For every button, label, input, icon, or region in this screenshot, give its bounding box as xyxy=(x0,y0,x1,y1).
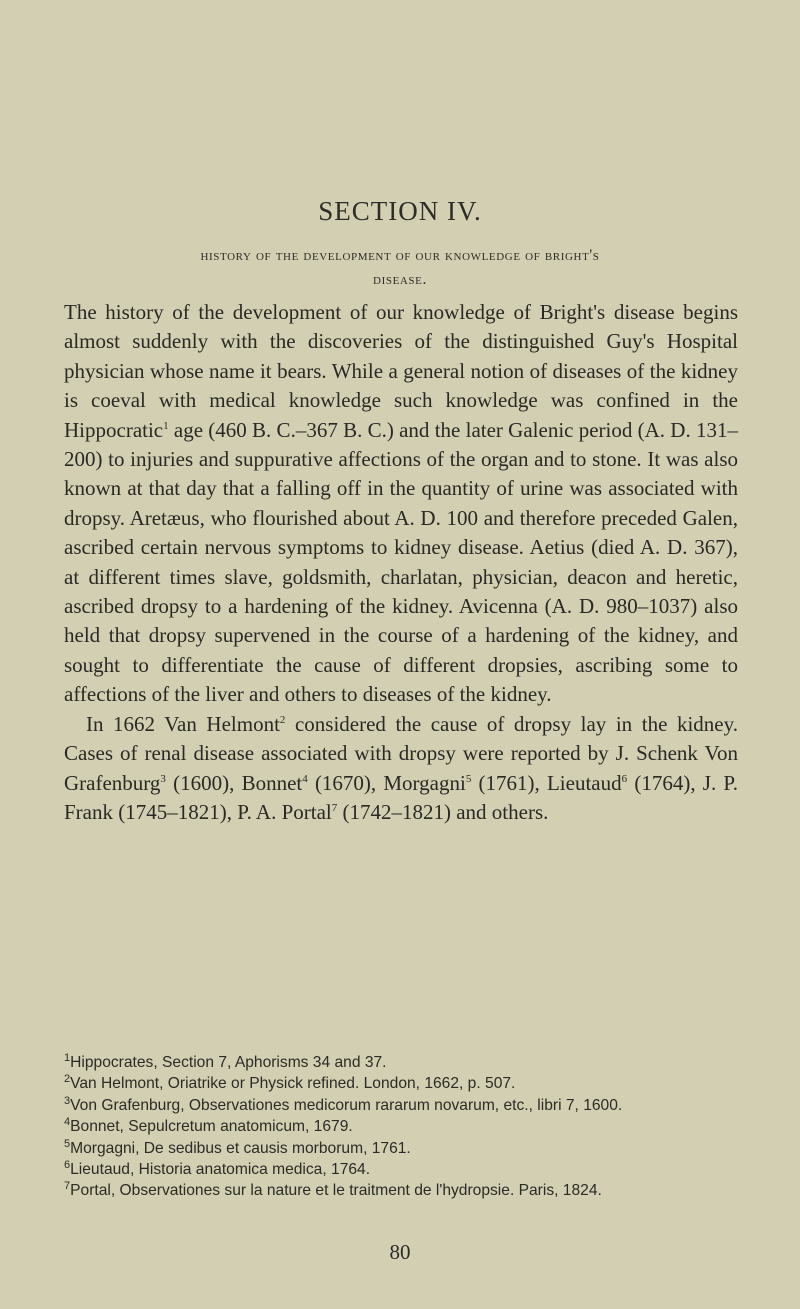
footnote-number: 1 xyxy=(64,1051,71,1064)
footnote xyxy=(64,1073,738,1094)
footnote-number: 7 xyxy=(64,1180,71,1193)
footnote-number: 2 xyxy=(64,1073,71,1086)
paragraph-2-text-c: (1600), Bonnet xyxy=(165,770,303,795)
body-text xyxy=(64,298,738,827)
footnote-text: Portal, Observationes sur la nature et le traitment de l'hydropsie. Paris, 1824. xyxy=(70,1182,602,1200)
section-title: SECTION IV. xyxy=(318,196,482,226)
footnote-ref-4: 4 xyxy=(302,772,308,785)
footnote-text: Morgagni, De sedibus et causis morborum, 1761. xyxy=(70,1139,411,1157)
footnote-text: Von Grafenburg, Observationes medicorum rararum novarum, etc., libri 7, 1600. xyxy=(70,1096,623,1114)
subtitle-line-2: disease. xyxy=(373,271,427,288)
paragraph-2 xyxy=(64,710,738,828)
footnote-ref-1: 1 xyxy=(163,419,169,432)
footnote-number: 3 xyxy=(64,1094,71,1107)
paragraph-2-text-f: (1764), J. P. Frank (1745–1821), P. A. Portal xyxy=(64,770,738,824)
chapter-subtitle xyxy=(100,244,700,292)
footnote-text: Bonnet, Sepulcretum anatomicum, 1679. xyxy=(70,1118,353,1136)
paragraph-2-text-b: considered the cause of dropsy lay in the kidney. Cases of renal disease associated with dropsy were reported by J. Schenk Von Grafenburg xyxy=(64,711,738,795)
footnotes xyxy=(64,1052,738,1202)
footnote-text: Lieutaud, Historia anatomica medica, 1764. xyxy=(70,1161,371,1179)
footnote-ref-2: 2 xyxy=(279,713,286,726)
footnote-ref-7: 7 xyxy=(331,801,338,814)
paragraph-2-text-a: In 1662 Van Helmont xyxy=(86,711,280,736)
paragraph-1-text-a: The history of the development of our knowledge of Bright's disease begins almost suddenly with the discoveries of the distinguished Guy's Hospital physician whose name it bears. While a general notion of diseases of the kidney is coeval with medical knowledge such knowledge was confined in the Hippocratic xyxy=(64,300,738,442)
paragraph-1 xyxy=(64,298,738,710)
footnote xyxy=(64,1180,738,1201)
footnote xyxy=(64,1052,738,1073)
footnote xyxy=(64,1116,738,1137)
subtitle-line-1: history of the development of our knowledge of bright's xyxy=(200,247,600,264)
footnote-number: 5 xyxy=(64,1137,71,1150)
footnote-number: 6 xyxy=(64,1158,71,1171)
footnote-ref-3: 3 xyxy=(160,772,166,785)
paragraph-2-text-g: (1742–1821) and others. xyxy=(337,799,549,824)
footnote-number: 4 xyxy=(64,1116,71,1129)
paragraph-2-text-d: (1670), Morgagni xyxy=(307,770,466,795)
paragraph-2-text-e: (1761), Lieutaud xyxy=(471,770,622,795)
page-number: 80 xyxy=(389,1240,411,1264)
footnote-text: Van Helmont, Oriatrike or Physick refined. London, 1662, p. 507. xyxy=(70,1075,516,1093)
footnote xyxy=(64,1159,738,1180)
footnote xyxy=(64,1138,738,1159)
footnote-ref-5: 5 xyxy=(465,772,472,785)
footnote-text: Hippocrates, Section 7, Aphorisms 34 and 37. xyxy=(70,1054,387,1071)
footnote xyxy=(64,1095,738,1116)
paragraph-1-text-b: age (460 B. C.–367 B. C.) and the later Galenic period (A. D. 131–200) to injuries and suppurative affections of the organ and to stone. It was also known at that day that a falling off in the quantity of urine was associated with dropsy. Aretæus, who flourished about A. D. 100 and therefore preceded Galen, ascribed certain nervous symptoms to kidney disease. Aetius (died A. D. 367), at different times slave, goldsmith, charlatan, physician, deacon and heretic, ascribed dropsy to a hardening of the kidney. Avicenna (A. D. 980–1037) also held that dropsy supervened in the course of a hardening of the kidney, and sought to differentiate the cause of different dropsies, ascribing some to affections of the liver and others to diseases of the kidney. xyxy=(64,417,738,707)
footnote-ref-6: 6 xyxy=(621,772,628,785)
